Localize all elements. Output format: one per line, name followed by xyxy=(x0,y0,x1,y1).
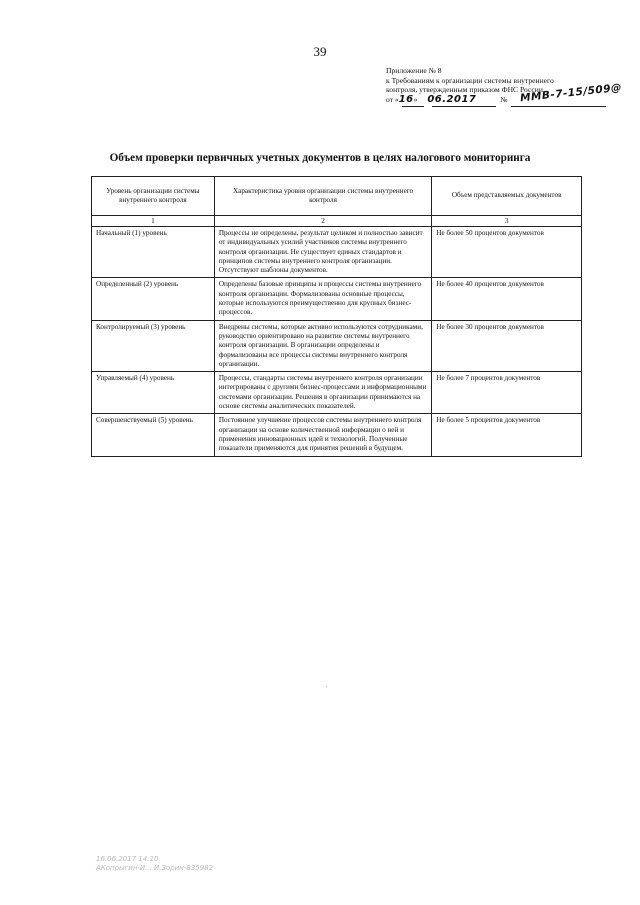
header-characteristic: Характеристика уровня организации системы внутреннего контроля xyxy=(214,177,431,216)
volume-cell: Не более 40 процентов документов xyxy=(432,278,582,320)
order-number: ММВ-7-15/509@ xyxy=(519,81,623,105)
appendix-line-2: к Требованиям к организации системы внутреннего xyxy=(386,75,554,85)
table-header-row xyxy=(92,177,582,216)
volume-cell: Не более 7 процентов документов xyxy=(432,372,582,414)
document-title: Объем проверки первичных учетных документов в целях налогового мониторинга xyxy=(109,152,531,164)
number-underline xyxy=(511,106,606,107)
footer-line-1: 16.06.2017 14:10 xyxy=(96,855,159,863)
header-volume: Объем представляемых документов xyxy=(432,177,582,216)
characteristic-cell: Процессы, стандарты системы внутреннего контроля организации интегрированы с другими бизнес-процессами и информационными системами организации. Решения в организации принимаются на основе системы аналитических показателей. xyxy=(214,372,431,414)
order-number-label: № xyxy=(500,94,508,104)
footer-stamp xyxy=(96,855,213,873)
characteristic-cell: Внедрены системы, которые активно используются сотрудниками, руководство ориентировано на развитие системы внутреннего контроля организации. В организации определены и формализованы все процессы системы внутреннего контроля организации. xyxy=(214,320,431,371)
scan-speck xyxy=(326,686,327,687)
footer-line-2: АКопрыгин-И... И.Зорин-835982 xyxy=(96,864,214,872)
appendix-header xyxy=(386,66,626,104)
table-row xyxy=(92,414,582,456)
column-number-row xyxy=(92,216,582,227)
volume-cell: Не более 50 процентов документов xyxy=(432,227,582,278)
appendix-line-3: контроля, утвержденным приказом ФНС России xyxy=(386,85,543,95)
column-number-1: 1 xyxy=(92,216,215,227)
table-row xyxy=(92,372,582,414)
order-day: 16 xyxy=(398,93,414,105)
column-number-3: 3 xyxy=(432,216,582,227)
header-level: Уровень организации системы внутреннего контроля xyxy=(92,177,215,216)
verification-table xyxy=(91,176,582,457)
level-cell: Контролируемый (3) уровень xyxy=(92,320,215,371)
level-cell: Совершенствуемый (5) уровень xyxy=(92,414,215,456)
characteristic-cell: Постоянное улучшение процессов системы внутреннего контроля организации на основе количественной информации о ней и применения инновационных идей и технологий. Полученные показатели применяются для принятия решений в будущем. xyxy=(214,414,431,456)
day-underline xyxy=(402,106,424,107)
volume-cell: Не более 5 процентов документов xyxy=(432,414,582,456)
table-row xyxy=(92,278,582,320)
appendix-line-1: Приложение № 8 xyxy=(386,66,442,75)
level-cell: Управляемый (4) уровень xyxy=(92,372,215,414)
page-number: 39 xyxy=(313,44,327,59)
column-number-2: 2 xyxy=(214,216,431,227)
volume-cell: Не более 30 процентов документов xyxy=(432,320,582,371)
characteristic-cell: Процессы не определены, результат целиком и полностью зависит от индивидуальных усилий участников системы внутреннего контроля организации. Не существует единых стандартов и принципов системы внутреннего контроля организации. Отсутствуют шаблоны документов. xyxy=(214,227,431,278)
table-row xyxy=(92,320,582,371)
table-row xyxy=(92,227,582,278)
characteristic-cell: Определены базовые принципы и процессы системы внутреннего контроля организации. Формализованы основные процессы, которые используются преимущественно для крупных бизнес-процессов. xyxy=(214,278,431,320)
date-underline xyxy=(432,106,496,107)
order-prefix: от « xyxy=(386,94,399,104)
level-cell: Определенный (2) уровень xyxy=(92,278,215,320)
order-mid: » xyxy=(413,94,418,104)
level-cell: Начальный (1) уровень xyxy=(92,227,215,278)
order-month-year: 06.2017 xyxy=(427,93,477,105)
